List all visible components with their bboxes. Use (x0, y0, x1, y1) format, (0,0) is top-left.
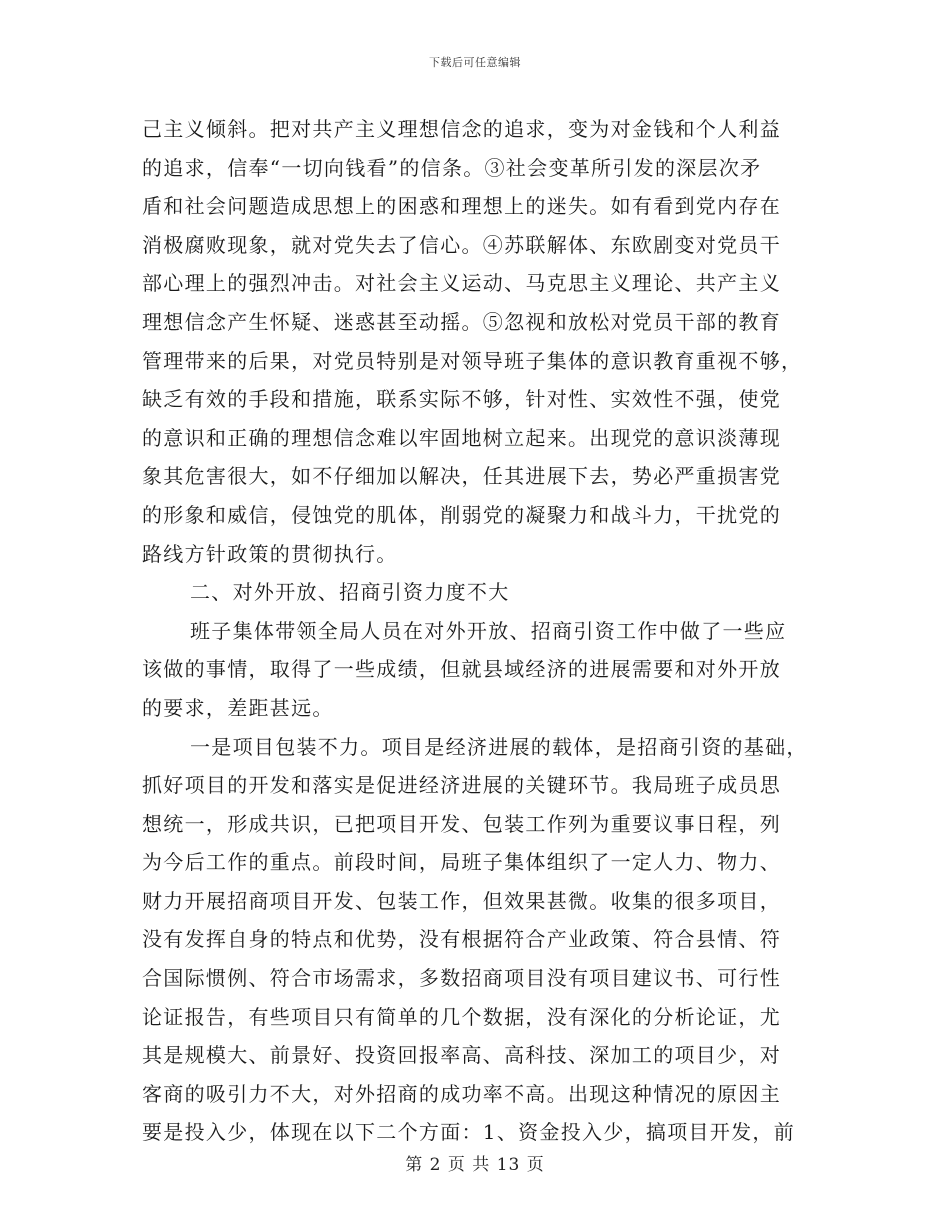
text-line: 的要求，差距甚远。 (142, 695, 334, 720)
text-line: 抓好项目的开发和落实是促进经济进展的关键环节。我局班子成员思 (142, 773, 781, 798)
text-line: 论证报告，有些项目只有简单的几个数据，没有深化的分析论证，尤 (142, 1004, 781, 1029)
text-line: 路线方针政策的贯彻执行。 (142, 541, 398, 566)
paragraph-start-line: 一是项目包装不力。项目是经济进展的载体，是招商引资的基础， (190, 734, 808, 759)
text-line: 其是规模大、前景好、投资回报率高、高科技、深加工的项目少，对 (142, 1043, 781, 1068)
text-line: 理想信念产生怀疑、迷惑甚至动摇。⑤忽视和放松对党员干部的教育 (142, 309, 781, 334)
text-line: 的追求，信奉“一切向钱看”的信条。③社会变革所引发的深层次矛 (142, 155, 762, 180)
text-line: 缺乏有效的手段和措施，联系实际不够，针对性、实效性不强，使党 (142, 387, 781, 412)
text-line: 客商的吸引力不大，对外招商的成功率不高。出现这种情况的原因主 (142, 1081, 781, 1106)
text-line: 消极腐败现象，就对党失去了信心。④苏联解体、东欧剧变对党员干 (142, 232, 781, 257)
text-line: 合国际惯例、符合市场需求，多数招商项目没有项目建议书、可行性 (142, 966, 781, 991)
section-heading: 二、对外开放、招商引资力度不大 (190, 580, 510, 605)
text-line: 管理带来的后果，对党员特别是对领导班子集体的意识教育重视不够， (142, 348, 803, 373)
text-line: 己主义倾斜。把对共产主义理想信念的追求，变为对金钱和个人利益 (142, 117, 781, 141)
text-line: 财力开展招商项目开发、包装工作，但效果甚微。收集的很多项目， (142, 888, 781, 913)
page-number-footer: 第 2 页 共 13 页 (405, 1155, 545, 1175)
text-line: 盾和社会问题造成思想上的困惑和理想上的迷失。如有看到党内存在 (142, 194, 781, 219)
text-line: 的形象和威信，侵蚀党的肌体，削弱党的凝聚力和战斗力，干扰党的 (142, 502, 781, 527)
text-line: 没有发挥自身的特点和优势，没有根据符合产业政策、符合县情、符 (142, 927, 781, 952)
document-body (142, 110, 814, 1152)
text-line: 该做的事情，取得了一些成绩，但就县域经济的进展需要和对外开放 (142, 657, 781, 682)
paragraph-start-line: 班子集体带领全局人员在对外开放、招商引资工作中做了一些应 (190, 618, 787, 643)
text-line: 要是投入少，体现在以下二个方面：1、资金投入少，搞项目开发，前 (142, 1120, 796, 1145)
text-line: 为今后工作的重点。前段时间，局班子集体组织了一定人力、物力、 (142, 850, 781, 875)
text-line: 的意识和正确的理想信念难以牢固地树立起来。出现党的意识淡薄现 (142, 425, 781, 450)
text-line: 象其危害很大，如不仔细加以解决，任其进展下去，势必严重损害党 (142, 464, 781, 489)
text-line: 部心理上的强烈冲击。对社会主义运动、马克思主义理论、共产主义 (142, 271, 781, 296)
page-header: 下载后可任意编辑 (429, 56, 521, 69)
text-line: 想统一，形成共识，已把项目开发、包装工作列为重要议事日程，列 (142, 811, 781, 836)
